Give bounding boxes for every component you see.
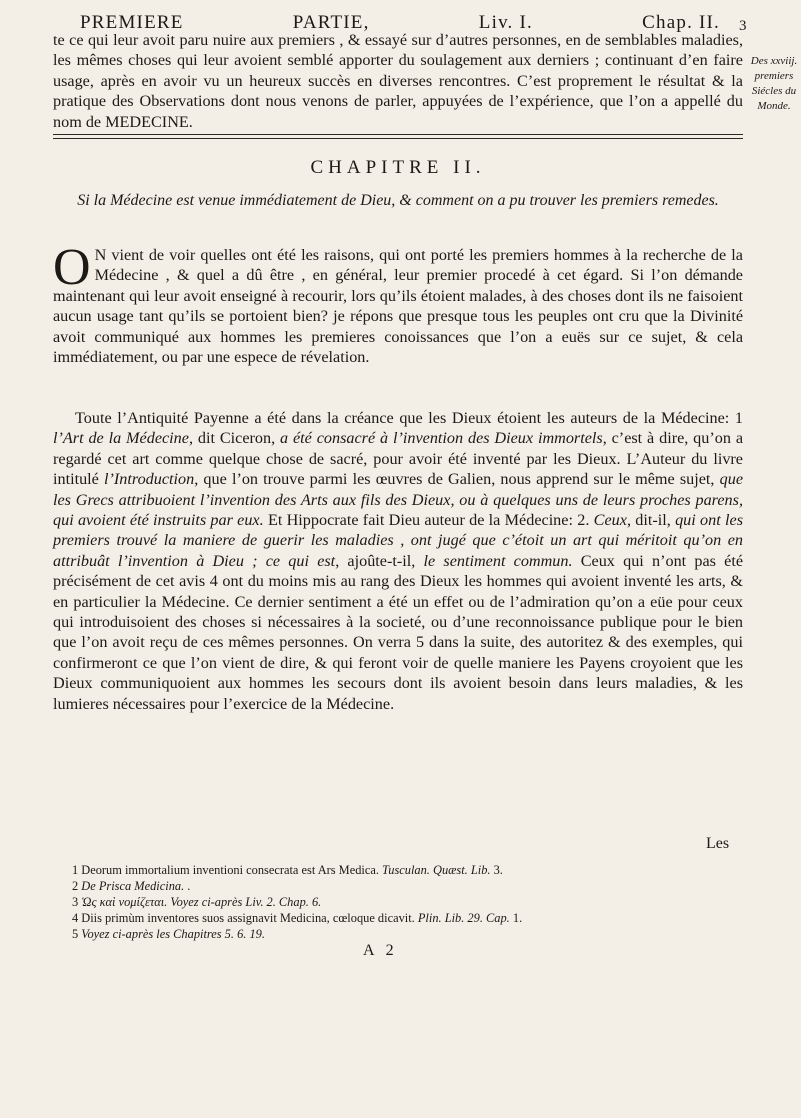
footnote-text: 5 [72,927,82,941]
page-number: 3 [739,18,747,34]
footnote-text: 1. [509,911,523,925]
text-run: , ajoûte-t-il, [335,551,424,570]
footnote-text: 3. [490,863,503,877]
italic-run: l’Art de la Médecine [53,429,189,448]
footnote [72,894,732,910]
margin-note: Des xxviij. premiers Siécles du Monde. [750,55,798,112]
italic-run: que les Grecs attribuoient l’invention des Arts aux fils des Dieux, ou à quelques uns de leurs proches parens, qui avoient été instruits par eux. [53,470,744,530]
catchword: Les [706,835,730,852]
chapter-rule [53,134,743,135]
running-head-part: PREMIERE [80,12,184,33]
footnote-source: Ὡς καὶ νομίζεται. Voyez ci-après Liv. 2. Chap. 6. [81,895,322,909]
running-head-livre: Liv. I. [478,12,533,33]
running-head-partie: PARTIE, [292,12,370,33]
drop-cap: O [53,239,91,296]
signature-mark: A 2 [363,942,398,959]
text-run: Ceux qui n’ont pas été précisément de cet avis 4 ont du moins mis au rang des Dieux les hommes qui avoient inventé les arts, & en particulier la Médecine. Ce dernier sentiment a été un effet ou de l’admiration qu’on a eüe pour ceux qui introduisoient des choses si nécessaires à la societé, ou d’une reconnoissance publique pour le bien que l’on avoit reçu de ces mêmes personnes. On verra 5 dans la suite, des autoritez & des exemples, qui confirmeront ce que l’on vient de dire, & qui feront voir de quelle maniere les Payens croyoient que les Dieux communiquoient aux hommes les secours dont ils avoient besoin dans leurs maladies, & les lumieres nécessaires pour l’exercice de la Médecine. [53,551,744,713]
footnote [72,910,732,926]
footnote-source: Plin. Lib. 29. Cap. [417,911,510,925]
italic-run: l’Introduction [104,470,195,489]
footnote-text: 1 Deorum immortalium inventioni consecrata est Ars Medica. [72,863,383,877]
footnote-source: Tusculan. Quæst. Lib. [382,863,491,877]
italic-run: Ceux [593,511,627,530]
paragraph-2 [53,239,743,367]
footnote-source: De Prisca Medicina. [81,879,185,893]
italic-run: le sentiment commun. [423,551,573,570]
text-run: Et Hippocrate fait Dieu auteur de la Médecine: 2. [263,511,594,530]
opening-paragraph: te ce qui leur avoit paru nuire aux premiers , & essayé sur d’autres personnes, en de semblables maladies, les mêmes choses qui leur avoient semblé apporter du soulagement aux derniers ; continuant d’en faire usage, après en avoir vu un heureux succès en diverses rencontres. C’est proprement le résultat & la pratique des Observations dont nous venons de parler, appuyées de l’expérience, que l’on a appellé du nom de MEDECINE. [53,31,743,131]
footnote-text: 3 [72,895,82,909]
paragraph-2-text: N vient de voir quelles ont été les raisons, qui ont porté les premiers hommes à la recherche de la Médecine , & quel a dû être , en général, leur premier procedé à cet égard. Si l’on démande maintenant qui leur avoit enseigné à recourir, lors qu’ils étoient malades, à des choses dont ils ne faisoient aucun usage tant qu’ils se portoient bien? je répons que presque tous les peuples ont cru que la Divinité avoit communiqué aux hommes les premieres conoissances que l’on a euës sur ce sujet, & cela immédiatement, ou par une espece de révelation. [53,246,743,367]
text-run: Toute l’Antiquité Payenne a été dans la créance que les Dieux étoient les auteurs de la Médecine: 1 [75,409,743,427]
italic-run: a été consacré à l’invention des Dieux immortels [280,429,603,448]
text-run: , c’est à dire, qu’on a regardé cet art comme quelque chose de sacré, pour avoir été inventé par les Dieux. L’Auteur du livre intitulé [53,429,744,489]
chapter-rule-thin [53,138,743,139]
text-run: , dit-il, [626,511,676,530]
text-run: , dit Ciceron, [188,429,281,448]
text-run: , que l’on trouve parmi les œuvres de Galien, nous apprend sur le même sujet, [194,470,720,489]
chapter-subtitle: Si la Médecine est venue immédiatement de Dieu, & comment on a pu trouver les premiers remedes. [77,192,719,209]
footnote [72,926,732,942]
footnote [72,878,732,894]
footnote-text: 4 Diis primùm inventores suos assignavit Medicina, cœloque dicavit. [72,911,418,925]
paragraph-3 [53,408,743,714]
footnotes [72,862,732,942]
italic-run: qui ont les premiers trouvé la maniere de guerir les maladies , ont jugé que c’étoit un art qui méritoit qu’on en attribuât l’invention à Dieu ; ce qui est [53,511,743,570]
footnote-source: Voyez ci-après les Chapitres 5. 6. 19. [81,927,265,941]
footnote-text: . [184,879,191,893]
footnote-text: 2 [72,879,82,893]
running-head-chapitre: Chap. II. [642,12,720,33]
footnote [72,862,732,878]
chapter-title: CHAPITRE II. [310,157,486,178]
